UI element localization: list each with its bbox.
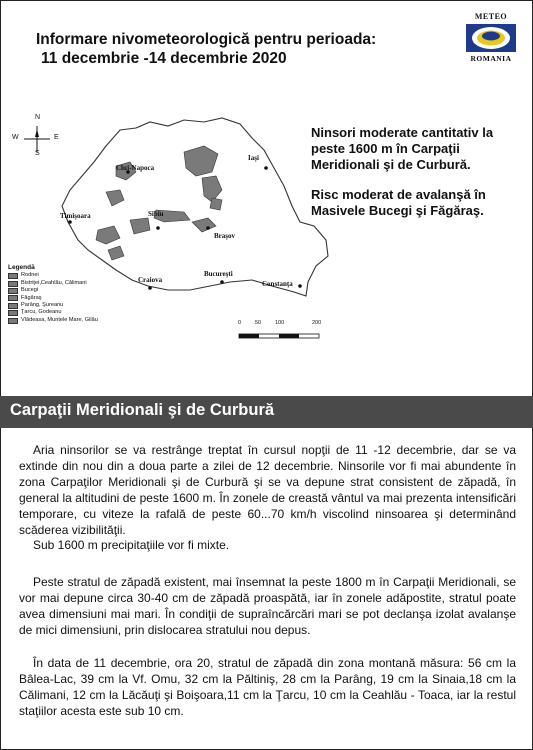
city-sibiu: Sibiu (148, 210, 164, 218)
scale-label-200: 200 (312, 320, 322, 326)
title-line-2: 11 decembrie -14 decembrie 2020 (41, 50, 287, 67)
legend-item: Vlădeasa, Muntele Mare, Gilău (8, 317, 98, 324)
scale-label-0: 0 (238, 320, 242, 326)
scale-label-100: 100 (275, 320, 285, 326)
legend-item: Făgăraş (8, 295, 98, 302)
legend-item: Parâng, Şureanu (8, 302, 98, 309)
title-line-1: Informare nivometeorologică pentru perioada: (36, 31, 377, 48)
summary-box (311, 125, 526, 233)
city-cluj: Cluj-Napoca (116, 164, 155, 172)
paragraph-1: Aria ninsorilor se va restrânge treptat în cursul nopţii de 11 -12 decembrie, dar se va extinde din nou din a doua parte a zilei de 12 decembrie. Ninsorile vor fi mai abundente în zona Carpaţilor Meridionali şi de Curbură şi se va depune strat consistent de zăpadă, în general la altitudini de peste 1600 m. În zonele de creastă vântul va mai prezenta intensificări temporare, cu viteze la rafală de peste 60...70 km/h viscolind ninsoarea şi determinând scăderea vizibilităţii. (19, 443, 516, 537)
paragraph-3: În data de 11 decembrie, ora 20, stratul de zăpadă din zona montană măsura: 56 cm la Bâlea-Lac, 39 cm la Vf. Omu, 32 cm la Păltiniş, 28 cm la Parâng, 19 cm la Sinaia,18 cm la Călimani, 12 cm la Lăcăuţi şi Boişoara,11 cm la Ţarcu, 10 cm la Ceahlău - Toaca, iar la restul staţiilor acesta este sub 10 cm. (19, 656, 516, 718)
summary-snow: Ninsori moderate cantitativ la peste 1600 m în Carpaţii Meridionali şi de Curbură. (311, 125, 494, 172)
romania-map (8, 110, 338, 365)
compass-south: S (35, 150, 40, 157)
map-scale-bar (238, 320, 322, 346)
scale-label-50: 50 (255, 320, 262, 326)
legend-title: Legendă (8, 264, 35, 271)
compass-west: W (12, 134, 19, 141)
paragraph-mixed-precip: Sub 1600 m precipitaţiile vor fi mixte. (33, 538, 230, 552)
section-banner (0, 396, 533, 428)
summary-avalanche-risk: Risc moderat de avalanşă în Masivele Bucegi şi Făgăraş. (311, 187, 486, 218)
city-brasov: Braşov (214, 232, 235, 240)
legend-item: Bucegi (8, 287, 98, 294)
city-timisoara: Timişoara (60, 212, 91, 220)
compass-east: E (54, 134, 59, 141)
legend-item: Rodnei (8, 272, 98, 279)
logo-top-text: METEO (474, 12, 508, 21)
report-title (36, 30, 376, 68)
scale-bar-icon (238, 331, 322, 341)
city-craiova: Craiova (138, 276, 163, 284)
city-constanta: Constanţa (262, 280, 293, 288)
legend-item: Ţarcu, Godeanu (8, 309, 98, 316)
city-iasi: Iaşi (248, 154, 259, 162)
logo-bottom-text: ROMANIA (470, 54, 512, 63)
logo-emblem-icon (465, 23, 517, 53)
city-bucuresti: Bucureşti (204, 270, 233, 278)
paragraph-2: Peste stratul de zăpadă existent, mai însemnat la peste 1800 m în Carpaţii Meridionali, se vor mai depune circa 30-40 cm de zăpadă proaspătă, iar în zonele adăpostite, stratul poate avea dimensiuni mai mari. În condiţii de supraîncărcări mari se pot declanşa izolat avalanşe de mici dimensiuni, prin dislocarea stratului nou depus. (19, 575, 516, 637)
map-legend (8, 264, 98, 324)
compass-north: N (35, 114, 41, 121)
legend-item: Bistriţei,Ceahlău, Călimani (8, 280, 98, 287)
section-heading: Carpaţii Meridionali şi de Curbură (10, 401, 275, 419)
meteo-romania-logo (459, 12, 523, 63)
